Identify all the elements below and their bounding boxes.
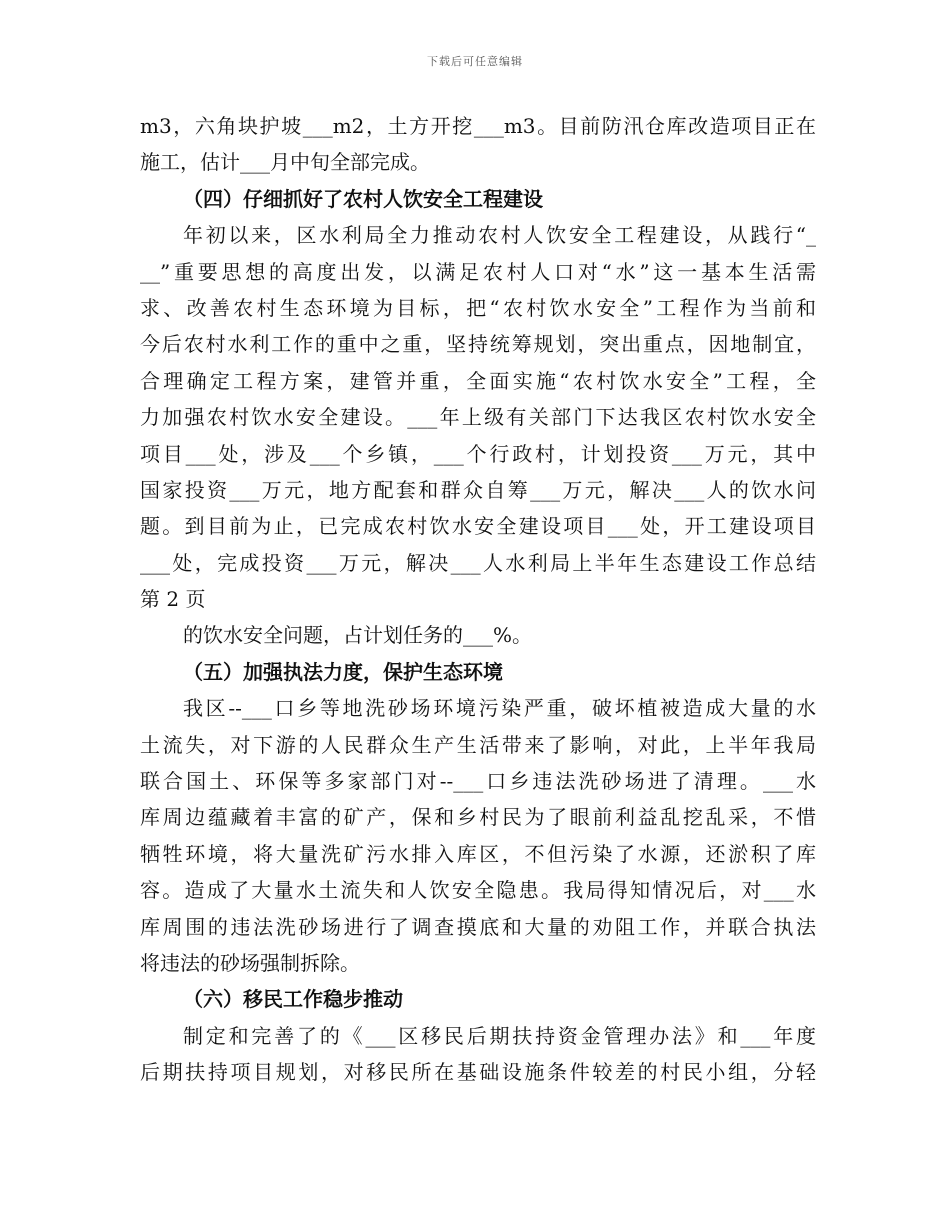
text-line: 求、改善农村生态环境为目标，把“农村饮水安全”工程作为当前和 <box>140 295 816 320</box>
text-line: 将违法的砂场强制拆除。 <box>140 950 360 975</box>
text-line: 国家投资___万元，地方配套和群众自筹___万元，解决___人的饮水问 <box>140 477 816 502</box>
text-line: 后期扶持项目规划，对移民所在基础设施条件较差的村民小组，分轻 <box>140 1060 816 1085</box>
text-line: 施工，估计___月中旬全部完成。 <box>140 150 430 175</box>
text-line: ___处，完成投资___万元，解决___人水利局上半年生态建设工作总结 <box>140 550 816 575</box>
section-heading: （五）加强执法力度，保护生态环境 <box>183 659 503 684</box>
paragraph-first-line: 的饮水安全问题，占计划任务的___%。 <box>183 623 533 648</box>
paragraph-first-line: 我区--___口乡等地洗砂场环境污染严重，破坏植被造成大量的水 <box>183 696 816 721</box>
header-note: 下载后可任意编辑 <box>427 55 523 68</box>
text-line: 项目___处，涉及___个乡镇，___个行政村，计划投资___万元，其中 <box>140 441 816 466</box>
text-line: 合理确定工程方案，建管并重，全面实施“农村饮水安全”工程，全 <box>140 368 816 393</box>
text-line: 牺牲环境，将大量洗矿污水排入库区，不但污染了水源，还淤积了库 <box>140 841 816 866</box>
text-line: m3，六角块护坡___m2，土方开挖___m3。目前防汛仓库改造项目正在 <box>140 114 816 138</box>
paragraph-first-line: 年初以来，区水利局全力推动农村人饮安全工程建设，从践行“_ <box>183 223 816 248</box>
text-line: 联合国土、环保等多家部门对--___口乡违法洗砂场进了清理。___水 <box>140 769 816 794</box>
text-line: 库周边蕴藏着丰富的矿产，保和乡村民为了眼前利益乱挖乱采，不惜 <box>140 805 816 830</box>
page-number: 第 2 页 <box>140 587 206 612</box>
section-heading: （六）移民工作稳步推动 <box>183 987 403 1012</box>
text-line: 库周围的违法洗砂场进行了调查摸底和大量的劝阻工作，并联合执法 <box>140 914 816 939</box>
text-line: 题。到目前为止，已完成农村饮水安全建设项目___处，开工建设项目 <box>140 514 816 539</box>
paragraph-first-line: 制定和完善了的《___区移民后期扶持资金管理办法》和___年度 <box>183 1023 816 1048</box>
document-body <box>140 108 816 1091</box>
text-line: 土流失，对下游的人民群众生产生活带来了影响，对此，上半年我局 <box>140 732 816 757</box>
text-line: 力加强农村饮水安全建设。___年上级有关部门下达我区农村饮水安全 <box>140 405 816 430</box>
text-line: 今后农村水利工作的重中之重，坚持统筹规划，突出重点，因地制宜， <box>140 332 816 357</box>
text-line: 容。造成了大量水土流失和人饮安全隐患。我局得知情况后，对___水 <box>140 878 816 903</box>
text-line: __”重要思想的高度出发，以满足农村人口对“水”这一基本生活需 <box>140 259 816 284</box>
section-heading: （四）仔细抓好了农村人饮安全工程建设 <box>183 186 543 211</box>
